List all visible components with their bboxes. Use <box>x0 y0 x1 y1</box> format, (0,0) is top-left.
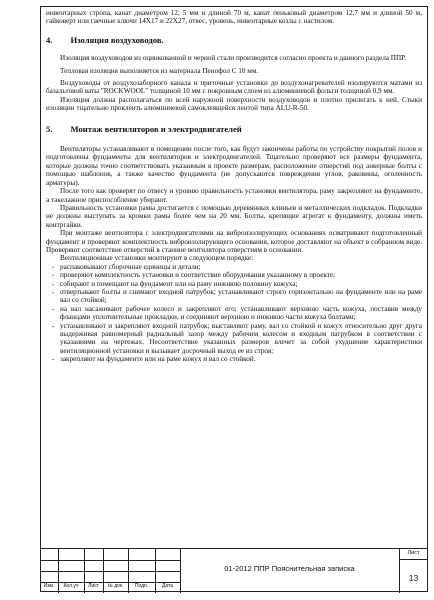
section4-heading <box>46 36 422 44</box>
section5-title: Монтаж вентиляторов и электродвигателей <box>70 123 242 134</box>
section3-tail: инвентарных стропа, канат диаметром 12, 5 мм и длиной 70 м, канат пеньковый диаметром 12,7 мм и длиной 50 м, гайковерт или гаечные ключи 14Х17 и 22Х27, отвес, уровень, инвентарные козлы с настилом. <box>46 9 422 26</box>
sheet-number: 13 <box>408 573 419 583</box>
title-block-rule <box>40 560 180 561</box>
list-item: - распаковывают сборочные единицы и детали; <box>46 263 422 271</box>
sheet-label: Лист <box>407 550 420 556</box>
list-item: - собирают и помещают на фундамент или на раму нижнюю половину кожуха; <box>46 280 422 288</box>
section5-paragraph: При монтаже вентилятора с электродвигателями на виброизолирующих основаниях осматривают подготовленный фундамент и проверяют комплектность виброизолирующего основания, которое доставляют на объект в собранном виде. Проверяют соответствие отверстий в станине вентилятора отверстиям в основании. <box>46 229 422 254</box>
section4-paragraph: Воздуховоды от воздухозаборного канала и приточные установки до воздухонагревателей изолируются матами из базальтовой ваты "ROCKWOOL" толщиной 10 мм с покровным слоем из алюминиевой фольги толщиной 0,9 мм. <box>46 79 422 96</box>
section5-paragraph: Правильность установки рамы достигается с помощью деревянных клиньев и металлических подкладок. Подкладки не должны выступать за кромки рамы более чем на 20 мм. Болты, крепящие агрегат к фундаменту, должны иметь контргайки. <box>46 203 422 229</box>
document-title: 01-2012 ППР Пояснительная записка <box>224 564 355 573</box>
column-label-date: Дата <box>161 583 174 589</box>
column-label-change: Изм. <box>43 583 55 589</box>
column-label-doc-number: № док. <box>107 583 124 589</box>
section5-paragraph: Вентиляционные установки монтируют в следующем порядке: <box>60 254 254 263</box>
section4-paragraph: Изоляция воздуховодов из оцинкованной и черной стали производится согласно проекта и данного раздела ППР. <box>60 54 407 63</box>
section4-paragraph: Тепловая изоляция выполняется из материала Пенофол С 10 мм. <box>60 66 259 75</box>
column-label-sheet: Лист <box>88 583 99 589</box>
title-block-rule <box>40 571 180 572</box>
column-label-signature: Подп. <box>134 583 149 589</box>
section4-paragraph: Изоляция должна располагаться по всей наружной поверхности воздуховодов и плотно прилегать к ней. Стыки изоляции тщательно проклеить алюминиевой самоклеящейся лентой типа ALU-R-50. <box>46 95 422 113</box>
section5-heading <box>46 125 422 133</box>
section4-number: 4. <box>46 34 53 45</box>
list-item: - устанавливают и закрепляют входной патрубок; выставляют раму, вал со стойкой и кожух относительно друг друга выдерживая равномерный радиальный зазор между рабочим колесом и входным патрубком в соответствии с указаниями на чертежах. Несоответствие указанных размеров влечет за собой ухудшение характеристики вентиляционной установки и вызывает досрочный выход ее из строя; <box>46 322 422 356</box>
list-item: - проверяют комплектность установки и соответствие оборудования указанному в проекте; <box>46 271 422 279</box>
column-label-count: Кол.уч <box>63 583 79 589</box>
installation-steps-list <box>46 263 422 364</box>
list-item: - отвертывают болты и снимают входной патрубок; устанавливают строго горизонтально на фундаменте или на раме вал со стойкой; <box>46 288 422 305</box>
section5-paragraph: После того как проверят по отвесу и уровню правильность установки вентилятора, раму закрепляют на фундаменте, а такелажное приспособление убирают. <box>46 187 422 204</box>
title-block <box>40 548 428 593</box>
title-block-rule <box>399 559 428 560</box>
section4-title: Изоляция воздуховодов. <box>70 34 164 45</box>
document-body <box>46 9 422 364</box>
section5-paragraph: Вентиляторы устанавливают в помещении после того, как будут закончены работы по устройству покрытий полов и подготовлены фундаменты для вентиляторов и электродвигателей. Тщательно проверяют все размеры фундамента, которые должны точно соответствовать указанным в проекте размерам, расположение отверстий под анкерные болты с помощью шаблонов, а также качество фундамента (не допускаются повреждения углов, раковины, оголенность арматуры). <box>46 145 422 187</box>
list-item: - закрепляют на фундаменте или на раме кожух и вал со стойкой. <box>46 355 422 363</box>
section5-number: 5. <box>46 123 53 134</box>
list-item: - на вал насаживают рабочее колесо и закрепляют его; устанавливают верхнюю часть кожуха, поставив между фланцами уплотнительные прокладки, и соединяют верхнюю и нижнюю части кожуха болтами; <box>46 305 422 322</box>
